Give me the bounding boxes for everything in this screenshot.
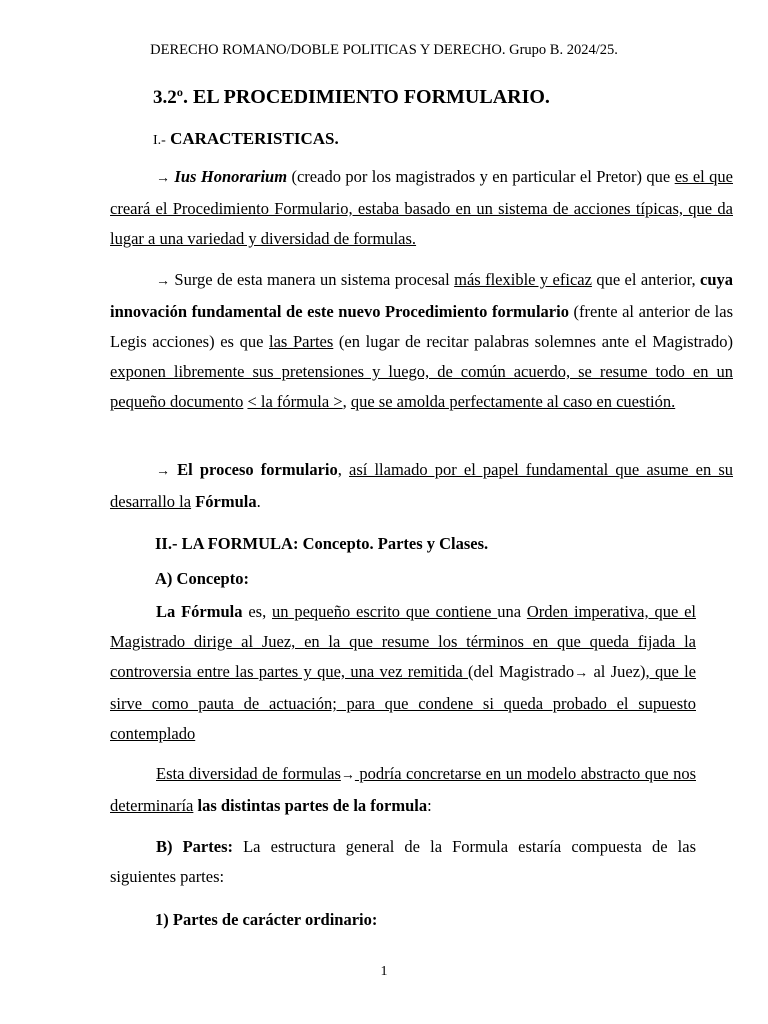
text: , <box>337 460 350 479</box>
text: una <box>497 602 527 621</box>
bold-text: B) Partes: <box>156 837 233 856</box>
text: La estructura general de la Formula estaría compuesta de las siguientes partes: <box>110 837 696 886</box>
subheading-concepto: A) Concepto: <box>155 569 249 588</box>
paragraph-sistema-procesal <box>110 265 733 417</box>
paragraph-partes <box>110 832 696 892</box>
section-numeral: I.- <box>153 133 166 148</box>
text: es, <box>242 602 273 621</box>
underlined-text: un pequeño escrito que contiene <box>272 602 498 621</box>
arrow-icon: → <box>574 666 589 681</box>
bold-text: La Fórmula <box>156 602 243 621</box>
section-heading-formula: II.- LA FORMULA: Concepto. Partes y Clases. <box>155 534 489 553</box>
page-title: 3.2º. EL PROCEDIMIENTO FORMULARIO. <box>153 86 550 108</box>
arrow-icon: → <box>156 464 170 479</box>
bold-text: El proceso formulario <box>177 460 338 479</box>
text: (del Magistrado <box>468 662 575 681</box>
underlined-text: podría concretarse en un modelo abstracto que nos determinaría <box>110 764 696 815</box>
underlined-text: , que le sirve como pauta de actuación; para que condene si queda probado el supuesto contemplado <box>110 662 697 743</box>
subheading-partes-ordinario: 1) Partes de carácter ordinario: <box>155 910 378 929</box>
page-number: 1 <box>380 964 388 979</box>
section-heading-characteristics <box>153 129 339 149</box>
arrow-icon: → <box>340 768 355 783</box>
page-header: DERECHO ROMANO/DOBLE POLITICAS Y DERECHO. Grupo B. 2024/25. <box>150 42 618 58</box>
text: . <box>256 492 261 511</box>
underlined-text: es el que creará el Procedimiento Formulario, estaba basado en un sistema de acciones típicas, que da lugar a una variedad y diversidad de formulas. <box>110 167 733 248</box>
underlined-text: más flexible y eficaz <box>454 270 592 289</box>
underlined-text: que se amolda perfectamente al caso en cuestión. <box>350 392 676 411</box>
bold-text: cuya innovación fundamental de este nuevo Procedimiento formulario <box>110 270 734 321</box>
text: Surge de esta manera un sistema procesal <box>174 270 455 289</box>
underlined-text: exponen libremente sus pretensiones y luego, de común acuerdo, se resume todo en un pequeño documento <box>110 362 733 411</box>
bold-text: Fórmula <box>195 492 257 511</box>
section-title: CARACTERISTICAS. <box>170 129 339 148</box>
paragraph-ius-honorarium <box>110 162 733 254</box>
text: que el anterior, <box>591 270 701 289</box>
paragraph-la-formula <box>110 597 696 749</box>
text: (frente al anterior de las Legis acciones) es que <box>110 302 733 351</box>
underlined-text: Orden imperativa, que el Magistrado dirige al Juez, en la que resume los términos en que queda fijada la controversia entre las partes y que, una vez remitida <box>110 602 697 681</box>
underlined-text: así llamado por el papel fundamental que asume en su desarrallo la <box>110 460 734 511</box>
paragraph-diversidad <box>110 759 696 821</box>
text: (creado por los magistrados y en particular el Pretor) que <box>287 167 675 186</box>
text: al Juez) <box>593 662 646 681</box>
underlined-text: Esta diversidad de formulas <box>156 764 341 783</box>
text: : <box>427 796 432 815</box>
underlined-text: < la fórmula > <box>247 392 343 411</box>
paragraph-proceso-formulario <box>110 455 733 517</box>
term-ius-honorarium: Ius Honorarium <box>174 167 288 186</box>
text: (en lugar de recitar palabras solemnes ante el Magistrado) <box>333 332 733 351</box>
title-text: EL PROCEDIMIENTO FORMULARIO. <box>193 86 550 108</box>
underlined-text: las Partes <box>269 332 334 351</box>
text: , <box>342 392 351 411</box>
arrow-icon: → <box>156 274 170 289</box>
bold-text: las distintas partes de la formula <box>197 796 428 815</box>
title-number: 3.2º <box>153 87 184 108</box>
arrow-icon: → <box>156 171 170 186</box>
